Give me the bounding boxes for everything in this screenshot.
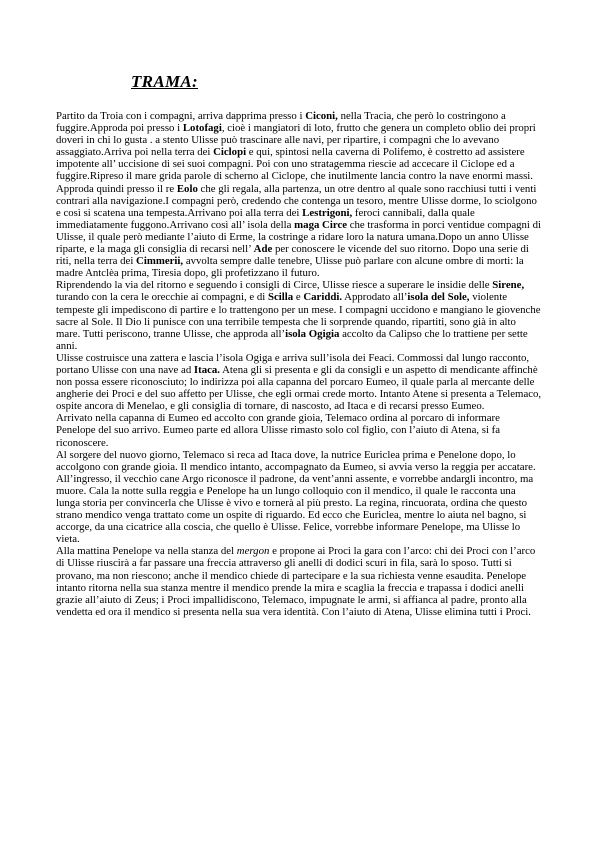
text-segment: e propone ai Proci la gara con l’arco: chi dei Proci con l’arco di Ulisse riuscirà a far passare una freccia attraverso gli anelli di dodici scuri in fila, sarà lo sposo. Tutti si provano, ma non riescono; anche il mendico chiede di partecipare e la sua richiesta venne esaudita. Penelope intanto ritorna nella sua stanza mentre il mendico prende la mira e scaglia la freccia e trapassa i dodici anelli grazie all’aiuto di Zeus; i Proci impallidiscono, Telemaco, impugnate le armi, si affianca al padre, pronto alla vendetta ed ora il mendico si presenta nella sua vera identità. Con l’aiuto di Atena, Ulisse elimina tutti i Proci. (56, 545, 536, 618)
text-segment: che gli regala, alla partenza, un otre dentro al quale sono racchiusi tutti i venti contrari alla navigazione.I compagni però, credendo che contenga un tesoro, mentre Ulisse dorme, lo sciolgono e così si scatena una tempesta.Arrivano poi alla terra dei (56, 182, 537, 219)
text-segment: Partito da Troia con i compagni, arriva dapprima presso i (56, 110, 306, 122)
paragraph (56, 545, 542, 618)
bold-term: Lestrigoni, (302, 206, 353, 219)
text-segment: Alla mattina Penelope va nella stanza del (56, 545, 237, 558)
text-segment: turando con la cera le orecchie ai compagni, e di (56, 291, 268, 304)
bold-term: maga Circe (294, 218, 348, 231)
text-segment: per conoscere le vicende del suo ritorno. Dopo una serie di riti, nella terra dei (56, 243, 529, 268)
bold-term: isola Ogigia (285, 327, 340, 340)
text-segment: e qui, spintosi nella caverna di Polifemo, è costretto ad assistere impotente all’ uccisione di sei suoi compagni. Poi con uno stratagemma riescie ad accecare il Ciclope ed a fuggire.Ripreso il mare grida parole di scherno al Ciclope, che inutilmente lancia contro la nave enormi massi. (56, 146, 534, 183)
text-segment: accolto da Calipso che lo trattiene per sette anni. (56, 327, 528, 352)
bold-term: Lotofagi (182, 122, 222, 135)
bold-term: Scilla (267, 291, 294, 304)
italic-term: mergon (236, 545, 270, 558)
plot-summary-body (56, 110, 542, 618)
document-title: TRAMA: (131, 72, 198, 91)
bold-term: Sirene, (492, 279, 525, 292)
bold-term: Eolo (176, 182, 198, 195)
paragraph (56, 110, 542, 183)
bold-term: Itaca. (193, 363, 221, 376)
bold-term: Cariddi. (303, 291, 343, 304)
text-segment: violente tempeste gli impediscono di partire e lo trattengono per un mese. I compagni uccidono e mangiano le giovenche sacre al Sole. Il Dio li punisce con una terribile tempesta che li sorprende quando, ripartiti, sono già in alto mare. Tutti periscono, tranne Ulisse, che approda all’ (56, 291, 541, 340)
text-segment: nella Tracia, che però lo costringono a fuggire.Approda poi presso i (56, 110, 506, 135)
bold-term: Ciclopi (213, 146, 247, 159)
paragraph (56, 352, 542, 412)
paragraph (56, 183, 542, 280)
text-segment: Approdato all’ (342, 291, 408, 304)
text-segment: che trasforma in porci ventidue compagni di Ulisse, il quale però mediante l’aiuto di Erme, la costringe a ridare loro la natura umana.Dopo un anno Ulisse riparte, e la maga gli consiglia di recarsi nell’ (56, 218, 542, 256)
text-segment: avvolta sempre dalle tenebre, Ulisse può parlare con alcune ombre di morti: la madre Antclèa prima, Tiresia dopo, gli profetizzano il futuro. (56, 255, 524, 280)
paragraph (56, 412, 542, 448)
bold-term: Ciconi, (305, 110, 338, 122)
bold-term: Cimmerii, (136, 255, 184, 268)
text-segment: Approda quindi presso il re (56, 182, 177, 195)
text-segment: Al sorgere del nuovo giorno, Telemaco si reca ad Itaca dove, la nutrice Euriclea prima e Penelone dopo, lo accolgono con grande gioia. Il mendico intanto, accompagnato da Eumeo, si avvia verso la reggia per accatare. All’ingresso, il vecchio cane Argo riconosce il padrone, da vent’anni assente, e vorrebbe andargli incontro, ma muore. Cala la notte sulla reggia e Penelope ha un lungo colloquio con il mendico, il quale le racconta una lunga storia per convincerla che Ulisse è vivo e tornerà al più presto. La regina, rincuorata, ordina che questo strano mendico venga trattato come un ospite di riguardo. Ed ecco che Euriclea, mentre lo aiuta nel bagno, si accorge, da una cicatrice alla coscia, che quello è Ulisse. Felice, vorrebbe informare Penelope, ma Ulisse lo vieta. (56, 448, 536, 546)
text-segment: Riprendendo la via del ritorno e seguendo i consigli di Circe, Ulisse riesce a superare le insidie delle (56, 279, 493, 292)
text-segment: Atena gli si presenta e gli da consigli e un aspetto di mendicante affinchè non possa essere riconosciuto; lo indirizza poi alla capanna del porcaro Eumeo, il quale parla al mercante delle angherie dei Proci e del suo affetto per Ulisse, che egli ormai crede morto. Intanto Atene si presenta a Telemaco, ospite ancora di Menelao, e gli consiglia di tornare, di nascosto, ad Itaca e di recarsi presso Eumeo. (56, 363, 542, 413)
text-segment: , cioè i mangiatori di loto, frutto che genera un completo oblio dei propri doveri in chi lo gusta . a stento Ulisse può trascinare alle navi, per ripartire, i compagni che lo avevano assaggiato.Arriva poi nella terra dei (56, 122, 536, 159)
text-segment: e (293, 291, 304, 304)
text-segment: feroci cannibali, dalla quale immediatamente fuggono.Arrivano così all’ isola della (56, 206, 475, 231)
text-segment: Ulisse costruisce una zattera e lascia l’isola Ogiga e arriva sull’isola dei Feaci. Commossi dal lungo racconto, portano Ulisse con una nave ad (56, 351, 530, 376)
paragraph (56, 449, 542, 546)
bold-term: Ade (253, 243, 273, 256)
text-segment: Arrivato nella capanna di Eumeo ed accolto con grande gioia, Telemaco ordina al porcaro di informare Penelope del suo arrivo. Eumeo parte ed allora Ulisse rimasto solo col figlio, con l’aiuto di Atena, si fa riconoscere. (56, 412, 501, 449)
paragraph (56, 279, 542, 352)
bold-term: isola del Sole, (407, 291, 470, 304)
